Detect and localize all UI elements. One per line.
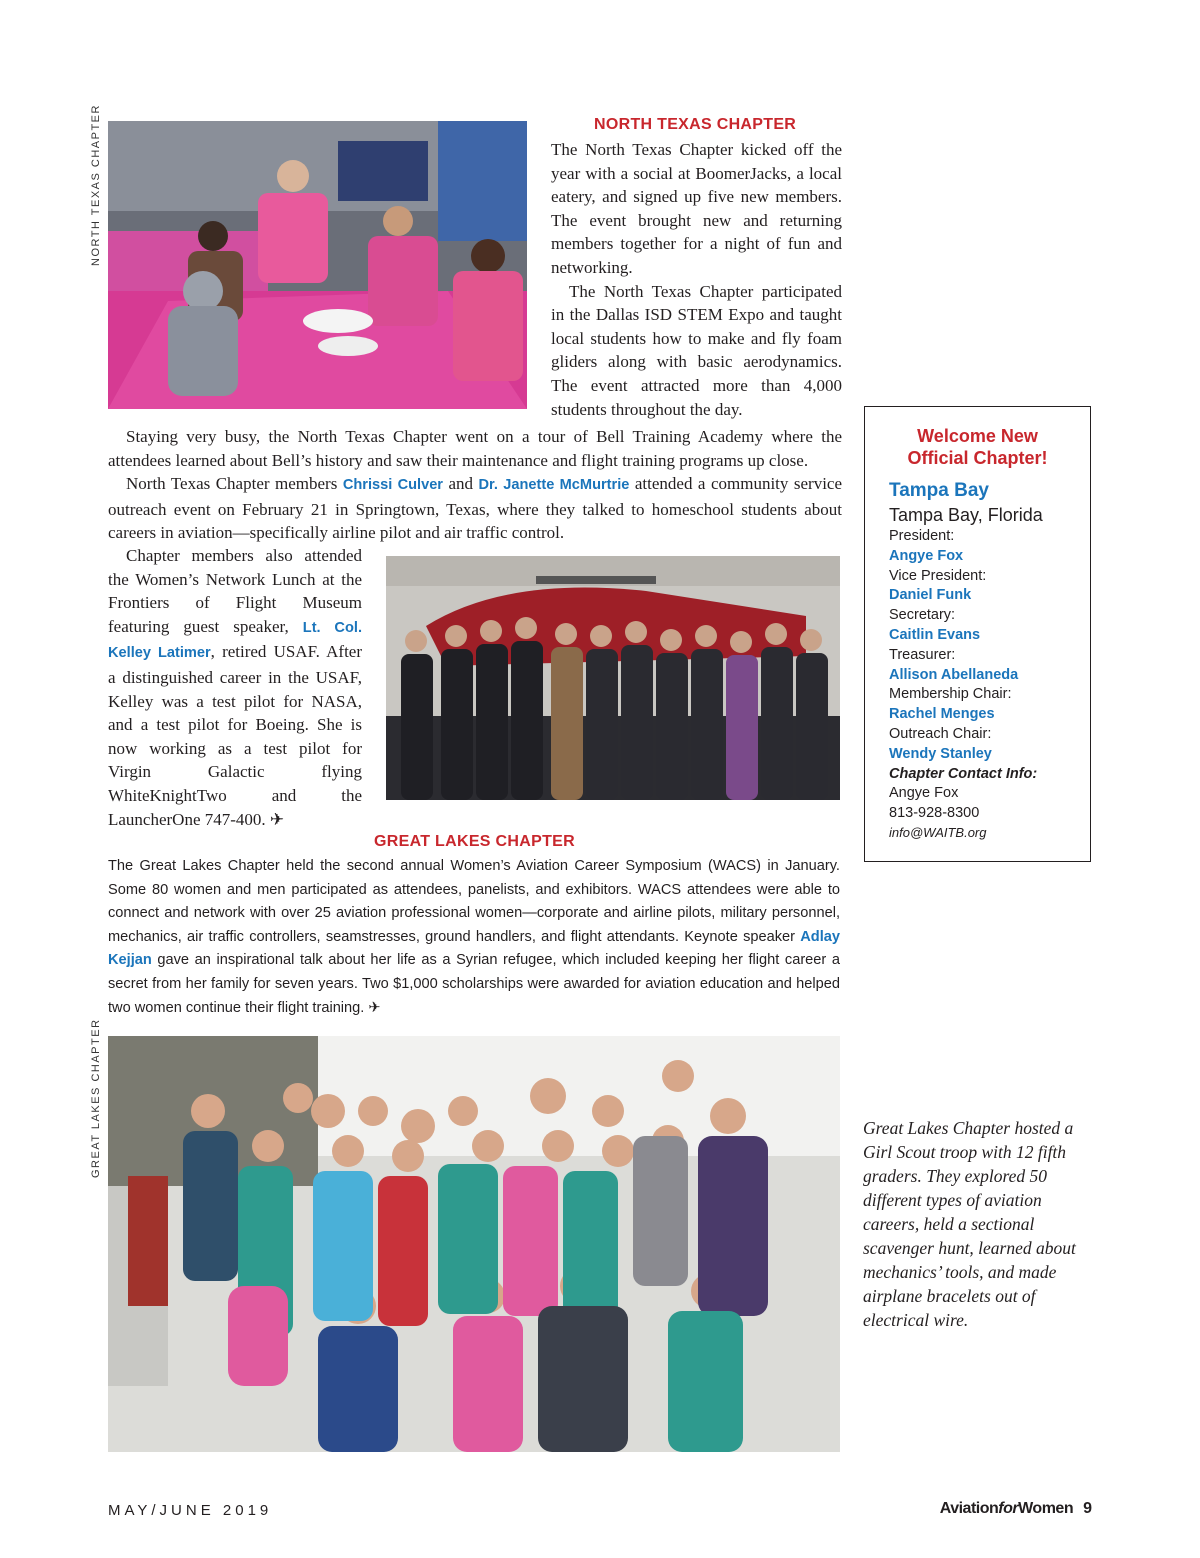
officer-role: Membership Chair: bbox=[889, 686, 1012, 703]
officer-name[interactable]: Wendy Stanley bbox=[889, 745, 992, 762]
girl-scouts-photo bbox=[108, 1036, 840, 1452]
officer-role: Secretary: bbox=[889, 607, 956, 624]
magazine-title-b: for bbox=[998, 1500, 1019, 1517]
officer-role: Outreach Chair: bbox=[889, 725, 992, 742]
great-lakes-heading: GREAT LAKES CHAPTER bbox=[374, 833, 575, 850]
chrissi-culver-link[interactable]: Chrissi Culver bbox=[342, 477, 443, 494]
north-texas-left-column bbox=[108, 544, 362, 831]
north-texas-wide-text bbox=[108, 425, 842, 545]
officer-name[interactable]: Allison Abellaneda bbox=[889, 666, 1019, 683]
helicopter-group-photo bbox=[386, 556, 840, 800]
issue-date: MAY/JUNE 2019 bbox=[108, 1502, 273, 1519]
great-lakes-text-b: gave an inspirational talk about her life as a Syrian refugee, which included keeping her flight career a secret from her family for seven years. Two $1,000 scholarships were awarded for aviation education and helped two women continue their flight training. ✈ bbox=[108, 952, 840, 1016]
welcome-title-line-2: Official Chapter! bbox=[907, 448, 1048, 468]
officer-role: Treasurer: bbox=[889, 646, 956, 663]
officer-name[interactable]: Angye Fox bbox=[889, 547, 964, 564]
stem-expo-photo bbox=[108, 121, 527, 409]
officer-name[interactable]: Daniel Funk bbox=[889, 587, 972, 604]
chapter-name: Tampa Bay bbox=[889, 480, 989, 501]
para-4-text-a: North Texas Chapter members bbox=[126, 474, 343, 494]
janette-mcmurtrie-link[interactable]: Dr. Janette McMurtrie bbox=[478, 477, 630, 494]
magazine-title-c: Women bbox=[1018, 1500, 1074, 1517]
officer-role: Vice President: bbox=[889, 567, 987, 584]
contact-name: Angye Fox bbox=[889, 785, 959, 802]
great-lakes-text bbox=[108, 855, 840, 1020]
officer-name[interactable]: Rachel Menges bbox=[889, 706, 995, 723]
magazine-title bbox=[940, 1500, 1073, 1517]
north-texas-heading: NORTH TEXAS CHAPTER bbox=[594, 116, 797, 133]
welcome-title-line-1: Welcome New bbox=[917, 426, 1038, 446]
officer-role: President: bbox=[889, 528, 955, 544]
great-lakes-para-1 bbox=[108, 855, 840, 1020]
para-4-text-c: attended a community service outreach event on February 21 in Springtown, Texas, where they talked to homeschool students about careers in aviation—specifically airline pilot and air traffic control. bbox=[108, 474, 843, 543]
adlay-kejjan-link[interactable]: Adlay Kejjan bbox=[108, 928, 840, 969]
north-texas-para-2: The North Texas Chapter participated in the Dallas ISD STEM Expo and taught local students how to make and fly foam gliders along with basic aerodynamics. The event attracted more than 4,000 students throughout the day. bbox=[551, 281, 842, 419]
north-texas-para-1: The North Texas Chapter kicked off the year with a social at BoomerJacks, a local eatery, and signed up five new members. The event brought new and returning members together for a night of fun and networking. bbox=[551, 140, 842, 277]
north-texas-para-5 bbox=[108, 544, 362, 831]
great-lakes-text-a: The Great Lakes Chapter held the second annual Women’s Aviation Career Symposium (WACS) in January. Some 80 women and men participated as attendees, panelists, and exhibitors. WACS attendees were able to connect and network with over 25 aviation professional women—corporate and airline pilots, military personnel, mechanics, air traffic controllers, seamstresses, ground handlers, and flight attendants. Keynote speaker bbox=[108, 858, 840, 945]
north-texas-column-text bbox=[551, 138, 842, 421]
contact-info-label: Chapter Contact Info: bbox=[889, 765, 1038, 782]
girl-scouts-caption: Great Lakes Chapter hosted a Girl Scout troop with 12 fifth graders. They explored 50 different types of aviation careers, held a sectional scavenger hunt, learned about mechanics’ tools, and made airplane bracelets out of electrical wire. bbox=[863, 1118, 1076, 1330]
para-5-text-a: Chapter members also attended the Women’s Network Lunch at the Frontiers of Flight Museum featuring guest speaker, bbox=[108, 546, 362, 636]
page-number: 9 bbox=[1083, 1500, 1092, 1517]
officer-name[interactable]: Caitlin Evans bbox=[889, 626, 981, 643]
para-5-text-b: , retired USAF. After a distinguished career in the USAF, Kelley was a test pilot for NASA, and a test pilot for Boeing. She is now working as a test pilot for Virgin Galactic flying WhiteKnightTwo and the LauncherOne 747-400. ✈ bbox=[108, 642, 362, 829]
chapter-location: Tampa Bay, Florida bbox=[889, 505, 1043, 525]
north-texas-side-label: NORTH TEXAS CHAPTER bbox=[90, 104, 102, 266]
kelley-latimer-link[interactable]: Lt. Col. Kelley Latimer bbox=[108, 619, 362, 662]
contact-email[interactable]: info@WAITB.org bbox=[889, 824, 987, 840]
magazine-title-a: Aviation bbox=[939, 1500, 999, 1517]
great-lakes-side-label: GREAT LAKES CHAPTER bbox=[90, 1018, 102, 1178]
para-4-text-b: and bbox=[443, 474, 479, 494]
north-texas-para-4 bbox=[108, 472, 842, 545]
contact-phone: 813-928-8300 bbox=[889, 805, 980, 822]
footer-magazine bbox=[940, 1500, 1092, 1518]
welcome-new-chapter-box bbox=[864, 406, 1091, 862]
north-texas-para-3: Staying very busy, the North Texas Chapter went on a tour of Bell Training Academy where the attendees learned about Bell’s history and saw their maintenance and flight training programs up close. bbox=[108, 427, 842, 470]
welcome-title bbox=[865, 425, 1090, 469]
